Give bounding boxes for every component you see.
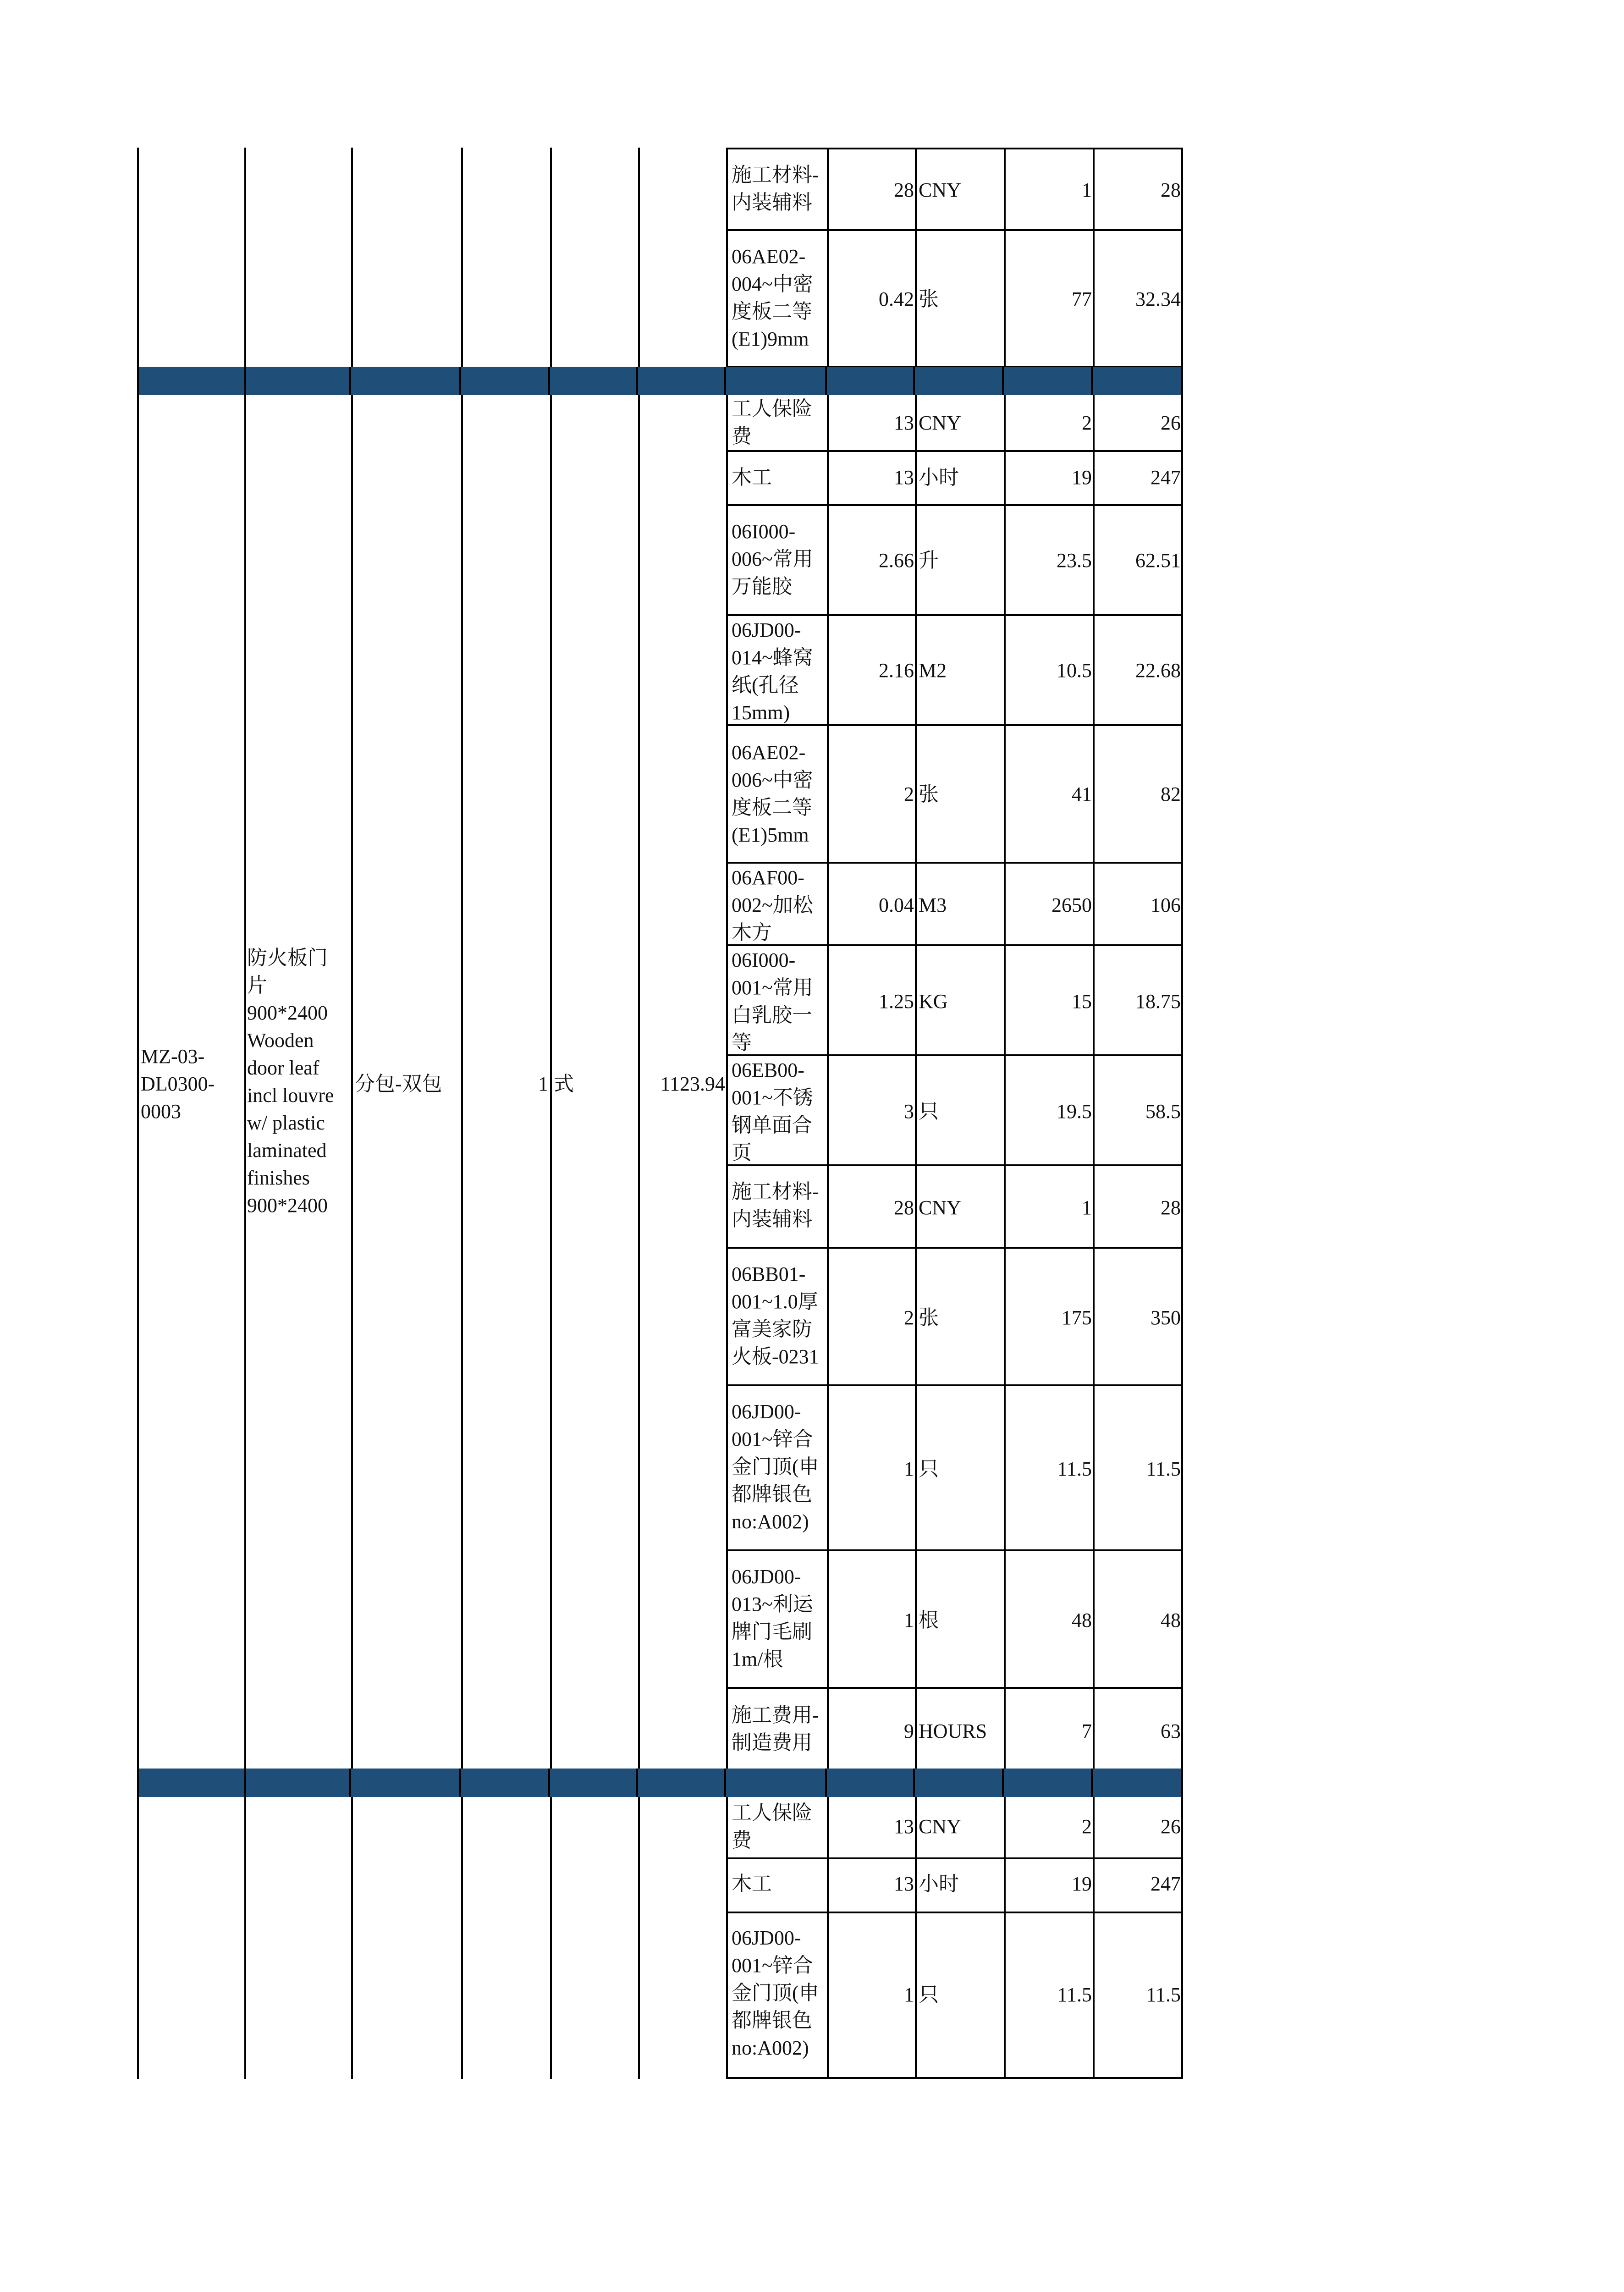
material-unit: 张	[919, 288, 939, 310]
material-qty: 1	[904, 1458, 914, 1480]
item-code: MZ-03- DL0300- 0003	[141, 1045, 215, 1123]
material-name: 06JD00- 013~利运 牌门毛刷 1m/根	[732, 1565, 813, 1670]
material-price: 15	[1072, 990, 1092, 1013]
material-amount: 32.34	[1135, 288, 1181, 310]
material-unit: 只	[919, 1100, 939, 1123]
separator-band	[137, 367, 1183, 395]
material-name: 施工材料- 内装辅料	[732, 164, 819, 214]
material-unit: 张	[919, 783, 939, 805]
material-qty: 9	[904, 1720, 914, 1742]
item-type: 分包-双包	[355, 1073, 442, 1095]
material-unit: 张	[919, 1306, 939, 1329]
material-qty: 2	[904, 783, 914, 805]
material-price: 19.5	[1057, 1100, 1092, 1123]
material-amount: 62.51	[1135, 549, 1181, 572]
material-amount: 22.68	[1135, 659, 1181, 682]
material-qty: 13	[894, 1815, 914, 1838]
material-qty: 0.04	[879, 894, 914, 916]
row-line	[726, 450, 1183, 452]
material-price: 7	[1082, 1720, 1092, 1742]
material-amount: 350	[1151, 1306, 1181, 1329]
material-unit: 根	[919, 1609, 939, 1631]
material-price: 11.5	[1057, 1458, 1092, 1480]
material-unit: 小时	[919, 466, 959, 489]
material-qty: 13	[894, 1873, 914, 1895]
material-name: 06AE02- 006~中密 度板二等 (E1)5mm	[732, 741, 813, 846]
material-qty: 2	[904, 1306, 914, 1329]
material-qty: 2.66	[879, 549, 914, 572]
material-unit: CNY	[919, 1196, 961, 1219]
separator-band	[137, 1769, 1183, 1797]
material-amount: 247	[1151, 466, 1181, 489]
material-unit: HOURS	[919, 1720, 987, 1742]
material-price: 48	[1072, 1609, 1092, 1631]
material-price: 41	[1072, 783, 1092, 805]
material-price: 1	[1082, 179, 1092, 201]
material-amount: 28	[1161, 1196, 1181, 1219]
material-name: 木工	[732, 1873, 772, 1895]
material-name: 06JD00- 001~锌合 金门顶(申 都牌银色 no:A002)	[732, 1927, 819, 2059]
row-line	[726, 1247, 1183, 1249]
material-price: 23.5	[1057, 549, 1092, 572]
material-name: 06JD00- 001~锌合 金门顶(申 都牌银色 no:A002)	[732, 1400, 819, 1533]
material-unit: CNY	[919, 179, 961, 201]
material-name: 06I000- 006~常用 万能胶	[732, 520, 813, 598]
material-amount: 26	[1161, 412, 1181, 434]
material-qty: 0.42	[879, 288, 914, 310]
material-amount: 26	[1161, 1815, 1181, 1838]
material-price: 11.5	[1057, 1983, 1092, 2006]
material-amount: 28	[1161, 179, 1181, 201]
material-amount: 58.5	[1145, 1100, 1181, 1123]
item-unit: 式	[554, 1073, 574, 1095]
material-amount: 63	[1161, 1720, 1181, 1742]
material-amount: 48	[1161, 1609, 1181, 1631]
row-line	[726, 862, 1183, 864]
material-name: 施工材料- 内装辅料	[732, 1180, 819, 1230]
material-price: 2650	[1051, 894, 1092, 916]
material-price: 19	[1072, 466, 1092, 489]
material-name: 工人保险 费	[732, 397, 812, 447]
material-amount: 106	[1151, 894, 1181, 916]
item-qty: 1	[538, 1073, 548, 1095]
material-name: 06JD00- 014~蜂窝 纸(孔径 15mm)	[732, 619, 813, 724]
material-qty: 1.25	[879, 990, 914, 1013]
row-line	[726, 1687, 1183, 1689]
material-amount: 11.5	[1146, 1983, 1181, 2006]
material-price: 2	[1082, 1815, 1092, 1838]
material-price: 77	[1072, 288, 1092, 310]
material-qty: 28	[894, 179, 914, 201]
material-qty: 13	[894, 466, 914, 489]
material-name: 06AF00- 002~加松 木方	[732, 866, 813, 944]
row-line	[726, 229, 1183, 231]
material-price: 10.5	[1057, 659, 1092, 682]
row-line	[726, 2077, 1183, 2079]
material-name: 施工费用- 制造费用	[732, 1704, 819, 1754]
material-name: 06AE02- 004~中密 度板二等 (E1)9mm	[732, 245, 813, 350]
row-line	[726, 1384, 1183, 1386]
item-description: 防火板门 片 900*2400 Wooden door leaf incl louvre w/ plastic laminated finishes 900*2400	[247, 947, 334, 1217]
row-line	[726, 504, 1183, 506]
row-line	[726, 148, 1183, 149]
item-total: 1123.94	[660, 1073, 725, 1095]
material-name: 06BB01- 001~1.0厚 富美家防 火板-0231	[732, 1263, 819, 1368]
material-price: 2	[1082, 412, 1092, 434]
row-line	[726, 1549, 1183, 1551]
material-amount: 18.75	[1135, 990, 1181, 1013]
material-unit: 升	[919, 549, 939, 572]
material-qty: 1	[904, 1609, 914, 1631]
material-unit: 只	[919, 1983, 939, 2006]
material-amount: 11.5	[1146, 1458, 1181, 1480]
material-qty: 13	[894, 412, 914, 434]
material-unit: M3	[919, 894, 947, 916]
material-price: 19	[1072, 1873, 1092, 1895]
material-price: 1	[1082, 1196, 1092, 1219]
material-unit: M2	[919, 659, 947, 682]
material-qty: 1	[904, 1983, 914, 2006]
material-qty: 28	[894, 1196, 914, 1219]
material-unit: 只	[919, 1458, 939, 1480]
material-qty: 3	[904, 1100, 914, 1123]
material-name: 06I000- 001~常用 白乳胶一 等	[732, 949, 813, 1054]
material-qty: 2.16	[879, 659, 914, 682]
material-unit: 小时	[919, 1873, 959, 1895]
material-unit: CNY	[919, 1815, 961, 1838]
row-line	[726, 1857, 1183, 1859]
material-unit: KG	[919, 990, 948, 1013]
row-line	[726, 614, 1183, 616]
material-unit: CNY	[919, 412, 961, 434]
material-amount: 247	[1151, 1873, 1181, 1895]
material-price: 175	[1062, 1306, 1092, 1329]
material-name: 06EB00- 001~不锈 钢单面合 页	[732, 1059, 813, 1164]
row-line	[726, 1912, 1183, 1913]
material-name: 木工	[732, 466, 772, 489]
material-name: 工人保险 费	[732, 1802, 812, 1851]
material-amount: 82	[1161, 783, 1181, 805]
